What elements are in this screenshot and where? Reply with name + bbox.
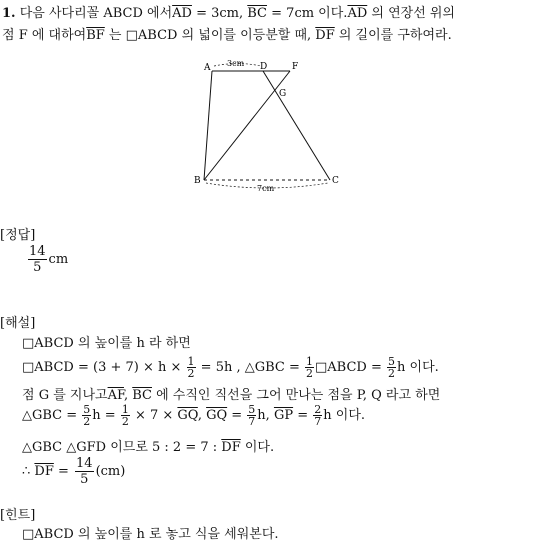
segment-bf: $\overline{BF}$ [86, 28, 105, 43]
denominator: 2 [187, 367, 195, 380]
segment-gq: $\overline{GQ}$ [177, 408, 198, 423]
label-top-length: 3cm [227, 59, 245, 68]
denominator: 7 [248, 415, 256, 428]
problem-line-1 [2, 6, 455, 22]
text: = [293, 408, 313, 423]
fraction [313, 404, 322, 427]
segment-gq: $\overline{GQ}$ [206, 408, 228, 423]
text: 이다. [240, 440, 275, 455]
text: △GBC △GFD 이므로 5 : 2 = 7 : [22, 440, 222, 455]
numerator: 5 [388, 355, 396, 368]
text: 는 □ABCD 의 넓이를 이등분할 때, [104, 28, 316, 43]
text: h = [92, 408, 120, 423]
numerator: 2 [314, 403, 322, 416]
explanation-line-6 [22, 456, 125, 490]
denominator: 7 [314, 415, 322, 428]
text: ∴ [22, 464, 35, 479]
numerator: 1 [187, 355, 195, 368]
text: 점 F 에 대하여 [2, 28, 87, 43]
text: , [123, 388, 133, 403]
text: h, [257, 408, 274, 423]
hint-header: [힌트] [0, 508, 36, 523]
label-f: F [292, 62, 299, 72]
fraction [387, 356, 396, 379]
problem-number: 1. [2, 6, 16, 21]
answer-unit: cm [48, 252, 69, 267]
fraction [187, 356, 196, 379]
fraction [75, 456, 94, 487]
segment-bc: $\overline{BC}$ [247, 6, 268, 21]
segment-df: $\overline{DF}$ [34, 464, 54, 479]
text: 의 연장선 위의 [367, 6, 455, 21]
numerator: 5 [248, 403, 256, 416]
denominator: 2 [121, 415, 129, 428]
text: × 7 × [130, 408, 178, 423]
text: 다음 사다리꼴 ABCD 에서 [19, 6, 173, 21]
denominator: 2 [83, 415, 91, 428]
segment-bf-line [204, 71, 290, 180]
text: 점 G 를 지나고 [22, 388, 108, 403]
edge-ab [204, 71, 212, 180]
text: = [53, 464, 74, 479]
text: 에 수직인 직선을 그어 만나는 점을 P, Q 라고 하면 [151, 388, 441, 403]
text: □ABCD = [315, 360, 387, 375]
text: □ABCD = (3 + 7) × h × [22, 360, 186, 375]
text: h 이다. [397, 360, 439, 375]
explanation-line-3 [22, 388, 440, 404]
answer-fraction [28, 244, 47, 275]
explanation-line-4 [22, 404, 365, 434]
segment-af: $\overline{AF}$ [107, 388, 124, 403]
text: = 5h , △GBC = [196, 360, 305, 375]
hint-line-1: □ABCD 의 높이를 h 로 놓고 식을 세워본다. [22, 527, 279, 542]
label-b: B [194, 176, 201, 186]
denominator: 5 [33, 260, 42, 275]
fraction [121, 404, 130, 427]
explanation-header: [해설] [0, 316, 36, 331]
text: , [197, 408, 207, 423]
numerator: 1 [121, 403, 129, 416]
label-c: C [332, 176, 339, 186]
text: = 7cm 이다. [267, 6, 348, 21]
explanation-line-1: □ABCD 의 높이를 h 라 하면 [22, 336, 191, 351]
label-g: G [279, 89, 287, 99]
segment-ad: $\overline{AD}$ [172, 6, 192, 21]
answer-value [26, 244, 68, 280]
label-bottom-length: 7cm [257, 184, 275, 193]
segment-gp: $\overline{GP}$ [273, 408, 294, 423]
text: 의 길이를 구하여라. [334, 28, 452, 43]
text: (cm) [95, 464, 126, 479]
numerator: 14 [29, 244, 46, 259]
problem-line-2 [2, 28, 452, 44]
trapezoid-figure [190, 55, 350, 195]
segment-df: $\overline{DF}$ [221, 440, 241, 455]
denominator: 5 [80, 472, 89, 487]
numerator: 5 [83, 403, 91, 416]
edge-dc [263, 71, 330, 180]
label-a: A [204, 63, 211, 73]
fraction [305, 356, 314, 379]
segment-df: $\overline{DF}$ [315, 28, 335, 43]
fraction [82, 404, 91, 427]
answer-header: [정답] [0, 228, 36, 243]
numerator: 1 [306, 355, 314, 368]
label-d: D [260, 62, 268, 72]
text: △GBC = [22, 408, 82, 423]
segment-ad: $\overline{AD}$ [347, 6, 368, 21]
text: h 이다. [323, 408, 366, 423]
segment-bc: $\overline{BC}$ [132, 388, 152, 403]
denominator: 2 [306, 367, 314, 380]
text: = 3cm, [191, 6, 248, 21]
explanation-line-5 [22, 440, 274, 456]
numerator: 14 [76, 456, 93, 471]
denominator: 2 [388, 367, 396, 380]
explanation-line-2 [22, 356, 439, 384]
fraction [247, 404, 256, 427]
text: = [227, 408, 247, 423]
